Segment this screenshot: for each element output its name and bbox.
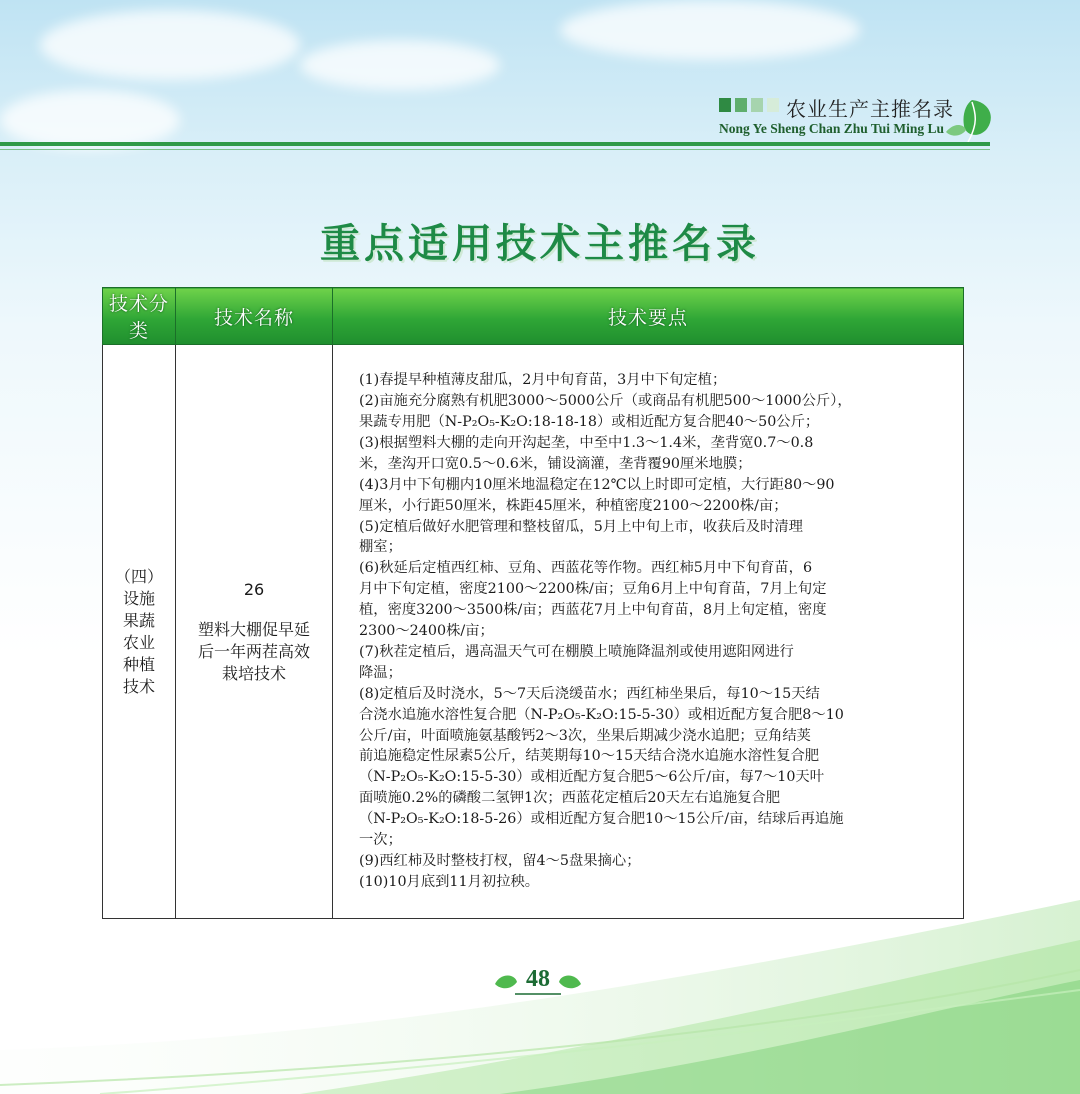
point-line: (5)定植后做好水肥管理和整枝留瓜，5月上中旬上市，收获后及时清理: [359, 518, 803, 535]
header-title: 农业生产主推名录: [786, 97, 954, 121]
cloud: [0, 90, 180, 150]
tech-number: 26: [243, 579, 265, 599]
table-row: [103, 345, 964, 919]
leaf-icon: [942, 96, 998, 148]
header-tech-points: 技术要点: [333, 288, 964, 345]
cloud: [40, 10, 300, 80]
category-line: 种植: [122, 654, 155, 674]
point-line: 月中下旬定植，密度2100～2200株/亩；豆角6月上中旬育苗，7月上旬定: [359, 581, 827, 598]
point-line: 厘米，小行距50厘米，株距45厘米，种植密度2100～2200株/亩；: [359, 497, 788, 514]
point-line: 棚室；: [359, 539, 402, 556]
point-line: （N-P₂O₅-K₂O:18-5-26）或相近配方复合肥10～15公斤/亩，结球后再追施: [359, 811, 844, 828]
tech-name-line: 后一年两茬高效: [197, 641, 310, 661]
page-number: 48: [526, 966, 550, 992]
tech-points-cell: [333, 345, 964, 919]
header-tech-name: 技术名称: [176, 288, 333, 345]
category-line: （四）: [114, 566, 163, 586]
point-line: (10)10月底到11月初拉秧。: [359, 873, 540, 890]
category-line: 果蔬: [122, 610, 155, 630]
header-subtitle: Nong Ye Sheng Chan Zhu Tui Ming Lu: [719, 121, 944, 136]
header-divider-thin: [0, 149, 990, 150]
category-cell: [103, 345, 176, 919]
page-title: 重点适用技术主推名录: [320, 221, 760, 267]
page-number-badge: [493, 962, 583, 1002]
tech-name-cell: [176, 345, 333, 919]
point-line: （N-P₂O₅-K₂O:15-5-30）或相近配方复合肥5～6公斤/亩，每7～10天叶: [359, 769, 825, 786]
point-line: 前追施稳定性尿素5公斤，结荚期每10～15天结合浇水追施水溶性复合肥: [359, 748, 820, 765]
tech-name-line: 栽培技术: [221, 663, 286, 683]
header-category: 技术分类: [103, 288, 176, 345]
category-line: 技术: [122, 676, 155, 696]
point-line: (6)秋延后定植西红柿、豆角、西蓝花等作物。西红柿5月中下旬育苗，6: [359, 560, 813, 577]
point-line: (1)春提早种植薄皮甜瓜，2月中旬育苗，3月中下旬定植；: [359, 372, 727, 389]
point-line: (9)西红柿及时整枝打杈，留4～5盘果摘心；: [359, 853, 641, 870]
point-line: 米，垄沟开口宽0.5～0.6米，铺设滴灌，垄背覆90厘米地膜；: [359, 455, 752, 472]
header-divider: [0, 142, 990, 146]
cloud: [300, 40, 500, 90]
point-line: 合浇水追施水溶性复合肥（N-P₂O₅-K₂O:15-5-30）或相近配方复合肥8～10: [359, 706, 844, 723]
point-line: (7)秋茬定植后，遇高温天气可在棚膜上喷施降温剂或使用遮阳网进行: [359, 643, 794, 660]
tech-name-line: 塑料大棚促早延: [197, 619, 310, 639]
point-line: 果蔬专用肥（N-P₂O₅-K₂O:18-18-18）或相近配方复合肥40～50公斤；: [359, 413, 820, 430]
category-line: 设施: [122, 588, 155, 608]
tech-table: [102, 287, 964, 919]
point-line: 公斤/亩，叶面喷施氨基酸钙2～3次，坐果后期减少浇水追肥；豆角结荚: [359, 727, 811, 744]
point-line: (4)3月中下旬棚内10厘米地温稳定在12℃以上时即可定植，大行距80～90: [359, 476, 835, 493]
point-line: (3)根据塑料大棚的走向开沟起垄，中至中1.3～1.4米，垄背宽0.7～0.8: [359, 434, 814, 451]
cloud: [560, 0, 860, 60]
point-line: (2)亩施充分腐熟有机肥3000～5000公斤（或商品有机肥500～1000公斤），: [359, 393, 852, 410]
point-line: 植，密度3200～3500株/亩；西蓝花7月上中旬育苗，8月上旬定植，密度: [359, 602, 827, 619]
point-line: (8)定植后及时浇水，5～7天后浇缓苗水；西红柿坐果后，每10～15天结: [359, 685, 820, 702]
point-line: 2300～2400株/亩；: [359, 623, 494, 640]
point-line: 一次；: [359, 832, 402, 849]
header-squares-icon: [719, 98, 779, 112]
category-line: 农业: [122, 632, 155, 652]
point-line: 面喷施0.2%的磷酸二氢钾1次；西蓝花定植后20天左右追施复合肥: [359, 790, 781, 807]
point-line: 降温；: [359, 664, 402, 681]
